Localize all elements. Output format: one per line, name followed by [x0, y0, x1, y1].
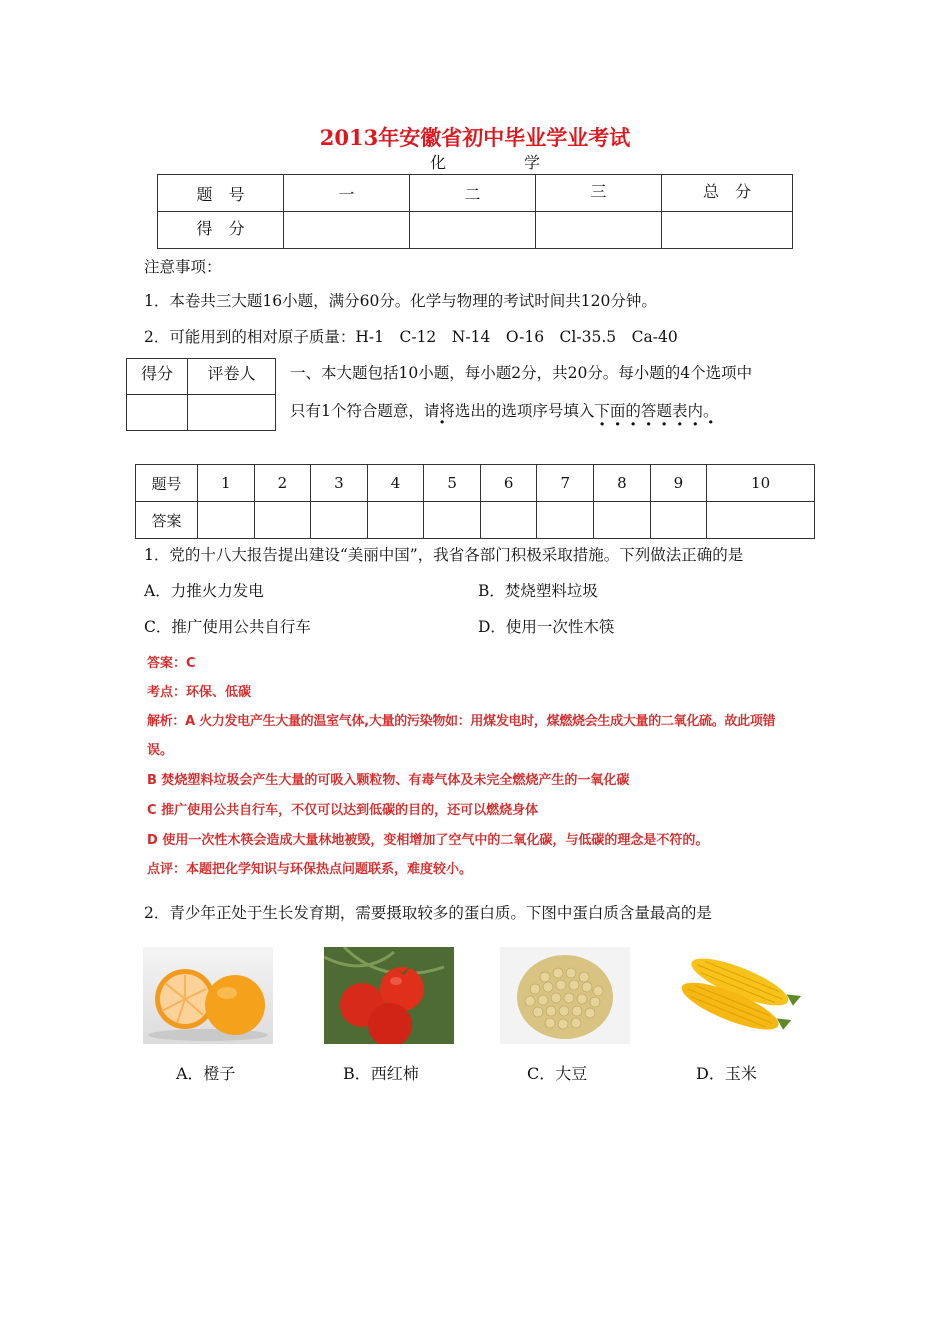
answer-number: 9: [650, 465, 707, 502]
section1-line2-suffix: 。 ·: [703, 402, 719, 420]
answer-number: 3: [311, 465, 368, 502]
q2-stem: 2．青少年正处于生长发育期，需要摄取较多的蛋白质。下图中蛋白质含量最高的是: [144, 904, 712, 922]
q2-option-b: B．西红柿: [343, 1064, 419, 1083]
answer-header-label: 题号: [136, 465, 198, 502]
answer-number: 1: [198, 465, 255, 502]
tomato-image: [324, 947, 454, 1044]
answer-cell: [198, 502, 255, 539]
q1-analysis-line1: 解析：A 火力发电产生大量的温室气体,大量的污染物如：用煤发电时，煤燃烧会生成大量的二氧化硫。故此项错: [147, 714, 776, 729]
q1-point: 考点：环保、低碳: [147, 685, 252, 700]
answer-number: 10: [707, 465, 815, 502]
grader-cell: [188, 395, 276, 431]
notes-item-1: 1．本卷共三大题16小题，满分60分。化学与物理的考试时间共120分钟。: [144, 292, 657, 310]
notes-heading: 注意事项：: [144, 258, 222, 276]
notes-item-2: 2．可能用到的相对原子质量：H-1 C-12 N-14 O-16 Cl-35.5 Ca-40: [144, 328, 678, 346]
section1-line2-prefix: 只有1个符合题意，请将选出的选项序号填入 ·: [290, 402, 594, 420]
score-cell: [410, 212, 536, 249]
grader-cell: [127, 395, 188, 431]
answer-cell: [594, 502, 651, 539]
q2-option-a: A．橙子: [176, 1064, 236, 1083]
score-header-qnum: 题 号: [158, 175, 284, 212]
exam-title: 2013年安徽省初中毕业学业考试: [319, 125, 631, 150]
soybean-image: [500, 947, 630, 1044]
emph-char: 表: [671, 402, 688, 420]
answer-number: 8: [594, 465, 651, 502]
answer-cell: [424, 502, 481, 539]
emph-char: 内: [687, 402, 703, 420]
emph-char: 答: [640, 402, 657, 420]
q1-option-b: B．焚烧塑料垃圾: [478, 582, 598, 600]
grader-table: [126, 358, 276, 431]
answer-cell: [367, 502, 424, 539]
answer-number: 6: [480, 465, 537, 502]
answer-number: 5: [424, 465, 481, 502]
score-table: [157, 174, 793, 249]
section1-instructions-line1: 一、本大题包括10小题，每小题2分，共20分。每小题的4个选项中: [290, 364, 753, 382]
answer-cell: [707, 502, 815, 539]
answer-cell: [311, 502, 368, 539]
answer-cell: [650, 502, 707, 539]
score-cell: [284, 212, 410, 249]
emph-char: 下: [594, 402, 610, 420]
score-cell: [536, 212, 662, 249]
answer-number: 2: [254, 465, 311, 502]
answer-table: [135, 464, 815, 539]
q1-comment: 点评：本题把化学知识与环保热点问题联系，难度较小。: [147, 862, 473, 877]
q1-option-c: C．推广使用公共自行车: [144, 618, 311, 636]
q1-stem: 1．党的十八大报告提出建设“美丽中国”，我省各部门积极采取措施。下列做法正确的是: [144, 546, 744, 564]
orange-image: [143, 947, 273, 1044]
grader-score-label: 得分: [127, 359, 188, 395]
q1-analysis-d: D 使用一次性木筷会造成大量林地被毁，变相增加了空气中的二氧化碳，与低碳的理念是不符的。: [147, 833, 709, 848]
q1-answer: 答案：C: [147, 656, 196, 671]
answer-cell: [254, 502, 311, 539]
subject-char-2: 学: [523, 153, 540, 172]
q1-option-d: D．使用一次性木筷: [478, 618, 615, 636]
answer-cell: [537, 502, 594, 539]
subject-char-1: 化: [430, 153, 447, 172]
score-header-3: 三: [536, 175, 662, 212]
grader-name-label: 评卷人: [188, 359, 276, 395]
score-header-total: 总 分: [662, 175, 793, 212]
answer-cell: [480, 502, 537, 539]
emph-char: 的: [625, 402, 641, 420]
q1-option-a: A．力推火力发电: [144, 582, 264, 600]
score-row-label: 得 分: [158, 212, 284, 249]
q2-option-d: D．玉米: [696, 1064, 757, 1083]
answer-number: 4: [367, 465, 424, 502]
answer-number: 7: [537, 465, 594, 502]
subject-label: [430, 150, 540, 173]
emph-char: 题: [656, 402, 672, 420]
score-cell: [662, 212, 793, 249]
q1-analysis-c: C 推广使用公共自行车，不仅可以达到低碳的目的，还可以燃烧身体: [147, 803, 539, 818]
corn-image: [675, 947, 805, 1044]
emph-char: 面: [609, 402, 626, 420]
score-header-2: 二: [410, 175, 536, 212]
q1-analysis-line2: 误。: [147, 743, 174, 758]
q1-analysis-b: B 焚烧塑料垃圾会产生大量的可吸入颗粒物、有毒气体及未完全燃烧产生的一氧化碳: [147, 773, 630, 788]
answer-row-label: 答案: [136, 502, 198, 539]
q2-option-c: C．大豆: [527, 1064, 588, 1083]
section1-instructions-line2: [290, 400, 719, 422]
score-header-1: 一: [284, 175, 410, 212]
